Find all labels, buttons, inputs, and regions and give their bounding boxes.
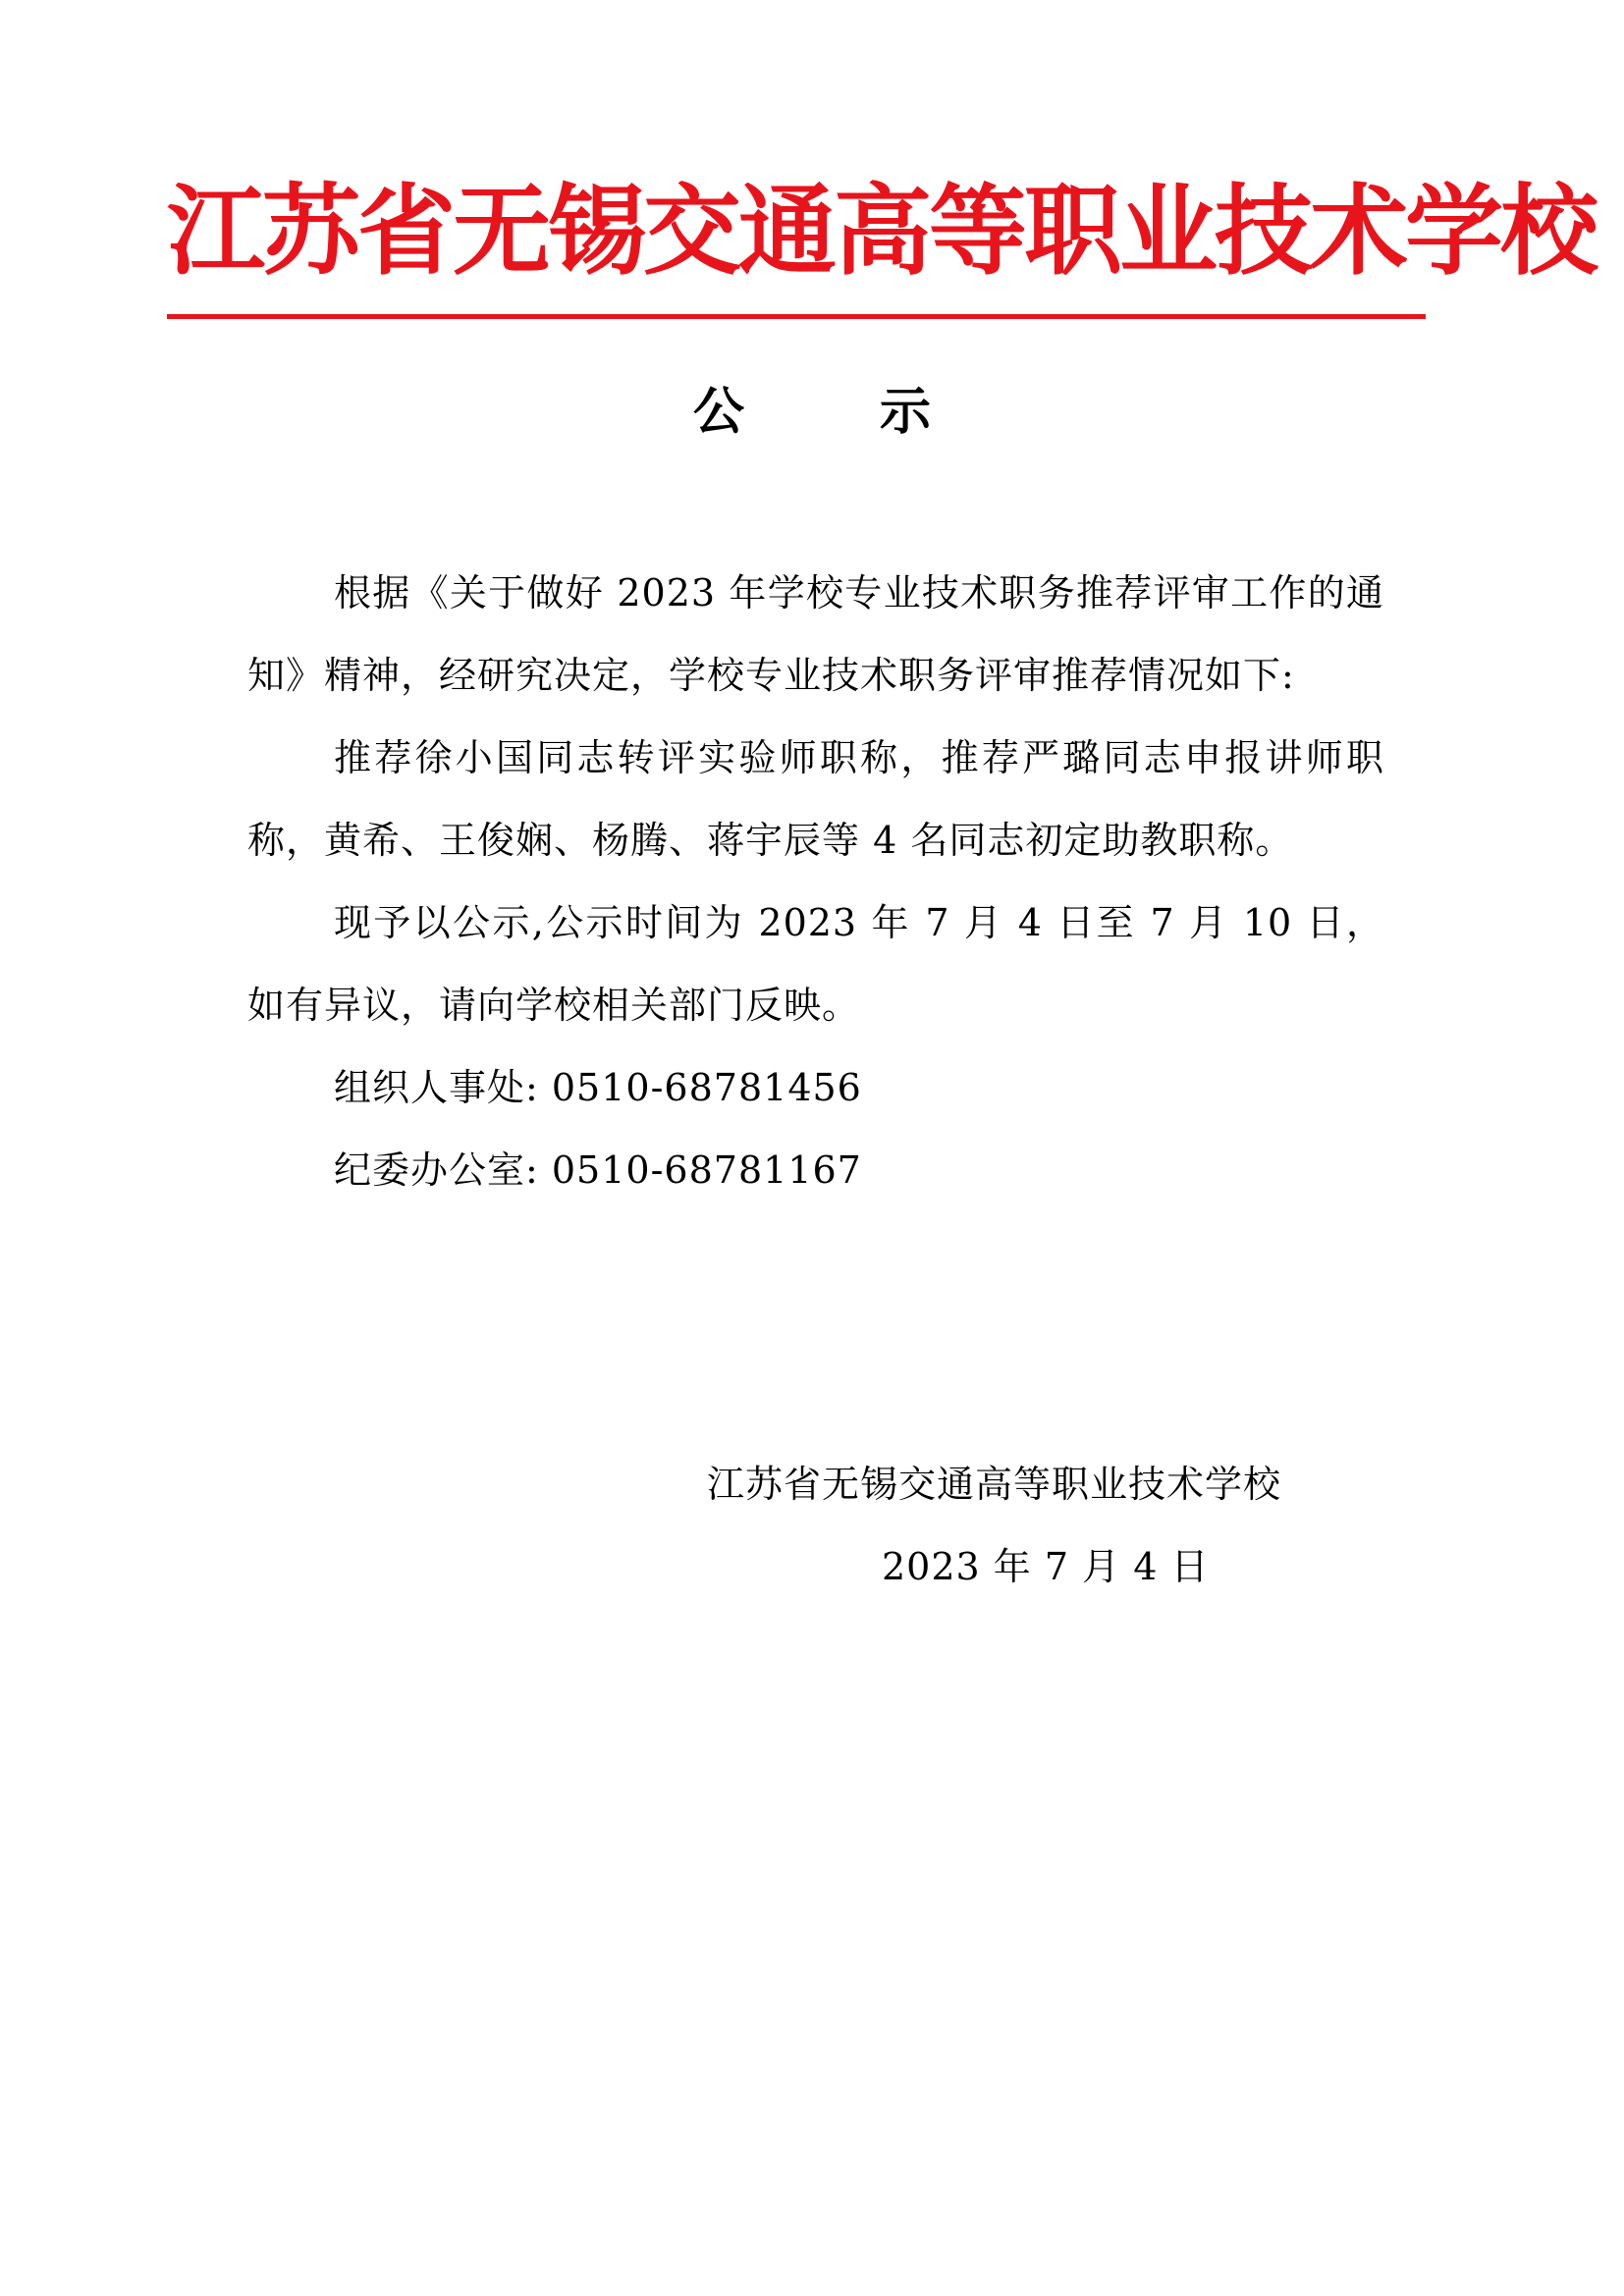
signature-organization: 江苏省无锡交通高等职业技术学校: [707, 1463, 1282, 1506]
paragraph-basis: 根据《关于做好 2023 年学校专业技术职务推荐评审工作的通知》精神，经研究决定，学校专业技术职务评审推荐情况如下:: [247, 571, 1384, 697]
letterhead-school-name: 江苏省无锡交通高等职业技术学校: [167, 173, 1596, 289]
signature-date: 2023 年 7 月 4 日: [882, 1545, 1210, 1588]
contact-hr-office: 组织人事处: 0510-68781456: [334, 1066, 862, 1109]
paragraph-recommendations: 推荐徐小国同志转评实验师职称，推荐严璐同志申报讲师职称，黄希、王俊娴、杨腾、蒋宇辰等 4 名同志初定助教职称。: [247, 736, 1384, 862]
paragraph-publicity-period: 现予以公示,公示时间为 2023 年 7 月 4 日至 7 月 10 日，如有异议，请向学校相关部门反映。: [247, 901, 1384, 1027]
document-body: [247, 552, 1384, 1211]
contact-discipline-office: 纪委办公室: 0510-68781167: [334, 1148, 862, 1192]
letterhead-red-rule: [167, 314, 1426, 319]
document-title: 公 示: [692, 382, 991, 442]
signature-block: [707, 1443, 1394, 1608]
